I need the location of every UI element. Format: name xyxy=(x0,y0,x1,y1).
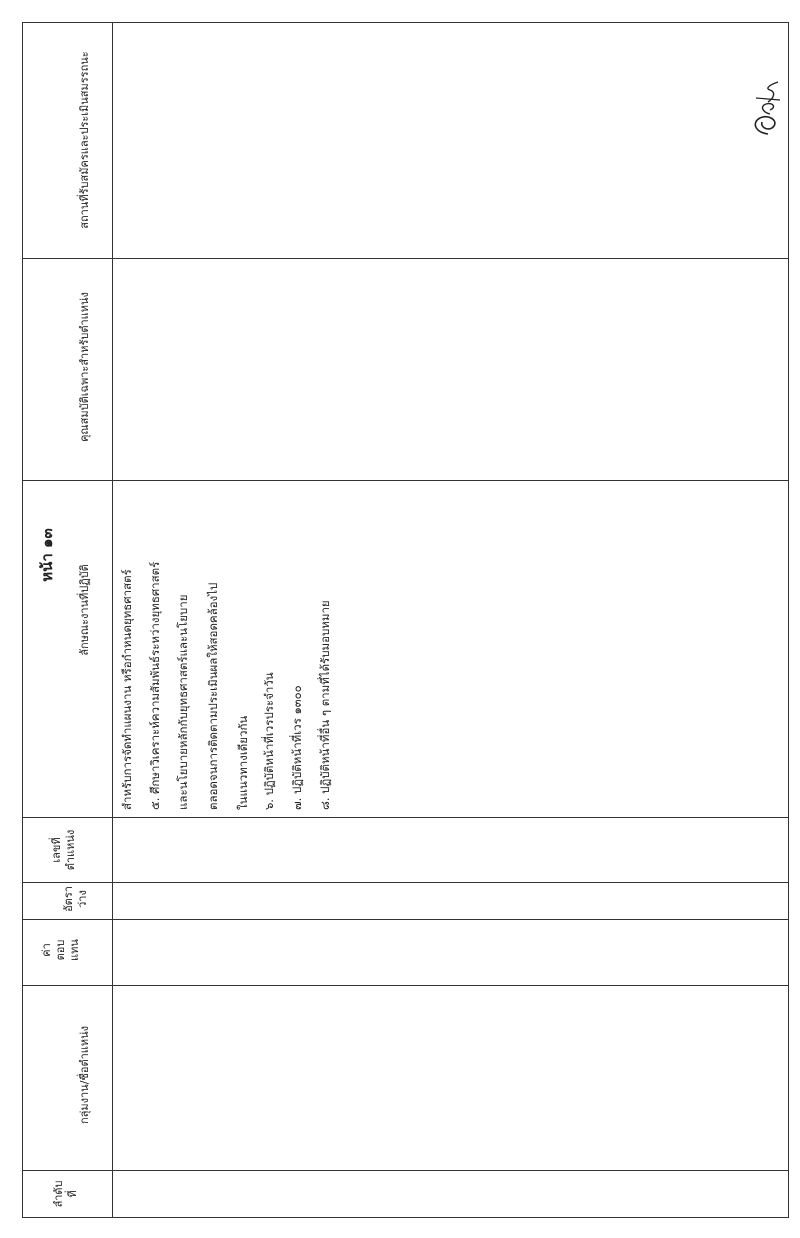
header-replace xyxy=(40,920,82,980)
col-divider-5 xyxy=(22,919,789,920)
header-vacancy xyxy=(62,882,90,916)
col-divider-3 xyxy=(22,817,789,818)
col-divider-4 xyxy=(22,882,789,883)
duties-line: ๕. ศึกษาวิเคราะห์ความสัมพันธ์ระหว่างยุทธศาสตร์ xyxy=(148,561,162,810)
col-divider-1 xyxy=(22,258,789,259)
header-order-no xyxy=(52,1174,80,1214)
header-replace-text: ค่า ตอบ แทน xyxy=(40,939,81,961)
page-title: หน้า ๑๓ xyxy=(38,528,56,582)
header-order-no-text: ลำดับ ที่ xyxy=(52,1180,79,1208)
signature-icon xyxy=(748,78,788,140)
duties-line: และนโยบายหลักกับยุทธศาสตร์และนโยบาย xyxy=(176,594,190,810)
header-qualifications: คุณสมบัติเฉพาะสำหรับตำแหน่ง xyxy=(78,292,91,442)
duties-line: ๘. ปฏิบัติหน้าที่อื่น ๆ ตามที่ได้รับมอบหมาย xyxy=(318,600,332,810)
duties-line: ตลอดจนการติดตามประเมินผลให้สอดคล้องไป xyxy=(206,582,220,810)
header-position-no-text: เลขที่ ตำแหน่ง xyxy=(50,829,77,871)
header-vacancy-text: อัตรา ว่าง xyxy=(62,886,89,912)
duties-line: ๖. ปฏิบัติหน้าที่เวรประจำวัน xyxy=(262,672,276,810)
col-divider-7 xyxy=(22,1170,789,1171)
col-divider-2 xyxy=(22,480,789,481)
header-duties: ลักษณะงานที่ปฏิบัติ xyxy=(78,564,91,656)
header-position-no xyxy=(50,822,78,878)
header-place: สถานที่รับสมัครและประเมินสมรรถนะ xyxy=(78,51,91,229)
duties-line: ในแนวทางเดียวกัน xyxy=(236,715,250,810)
table-frame xyxy=(22,22,789,1218)
duties-line: สำหรับการจัดทำแผนงาน หรือกำหนดยุทธศาสตร์ xyxy=(120,569,134,810)
duties-line: ๗. ปฏิบัติหน้าที่เวร ๑๓๐๐ xyxy=(290,685,304,810)
header-group-position: กลุ่มงาน/ชื่อตำแหน่ง xyxy=(78,1025,91,1125)
col-divider-6 xyxy=(22,985,789,986)
header-divider xyxy=(112,22,113,1218)
